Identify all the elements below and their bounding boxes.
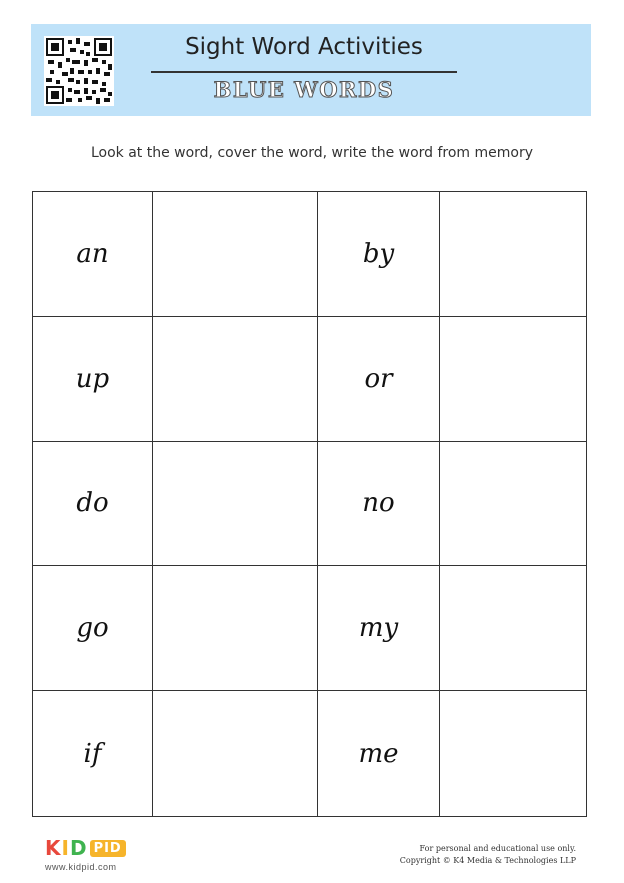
write-box[interactable] — [153, 192, 318, 317]
write-box[interactable] — [153, 566, 318, 691]
word-cell: if — [33, 691, 153, 816]
word-cell: do — [33, 442, 153, 567]
qr-code-icon — [44, 36, 114, 106]
kidpid-logo — [45, 836, 126, 860]
write-box[interactable] — [440, 442, 586, 567]
worksheet-title: Sight Word Activities — [185, 34, 423, 60]
word-cell: my — [318, 566, 440, 691]
instructions-text: Look at the word, cover the word, write the word from memory — [90, 145, 534, 161]
word-cell: or — [318, 317, 440, 442]
word-cell: an — [33, 192, 153, 317]
word-cell: no — [318, 442, 440, 567]
logo-letter-k: K — [45, 836, 62, 860]
write-box[interactable] — [440, 317, 586, 442]
header-banner — [31, 24, 591, 116]
usage-note: For personal and educational use only. — [419, 844, 576, 853]
write-box[interactable] — [153, 317, 318, 442]
write-box[interactable] — [440, 566, 586, 691]
worksheet-subtitle: BLUE WORDS — [213, 77, 395, 102]
logo-letter-d: D — [69, 836, 88, 860]
word-grid — [32, 191, 587, 817]
write-box[interactable] — [440, 691, 586, 816]
word-cell: go — [33, 566, 153, 691]
word-cell: me — [318, 691, 440, 816]
write-box[interactable] — [153, 442, 318, 567]
website-link[interactable]: www.kidpid.com — [45, 862, 117, 872]
logo-pid-badge: PID — [90, 840, 126, 857]
copyright-note — [400, 843, 576, 867]
write-box[interactable] — [440, 192, 586, 317]
copyright-text: Copyright © K4 Media & Technologies LLP — [399, 856, 576, 865]
write-box[interactable] — [153, 691, 318, 816]
logo-letter-i: I — [61, 836, 70, 860]
word-cell: up — [33, 317, 153, 442]
title-divider — [151, 71, 457, 73]
word-cell: by — [318, 192, 440, 317]
